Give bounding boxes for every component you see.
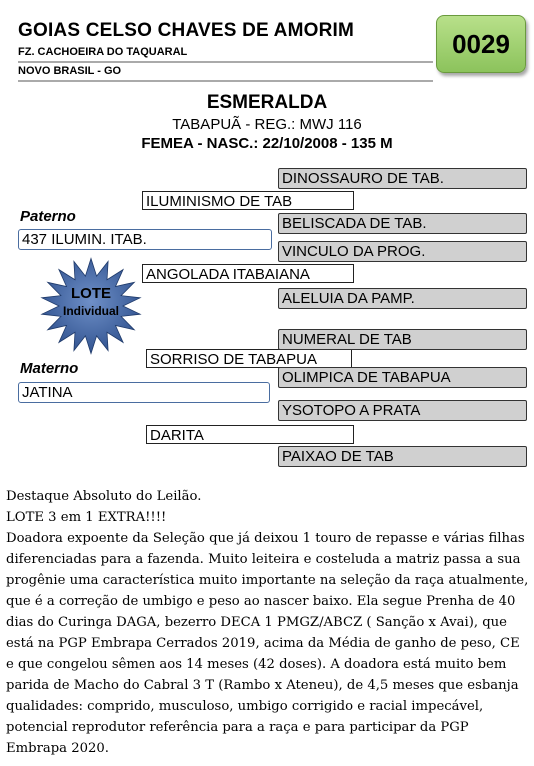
ggp-box-6: OLIMPICA DE TABAPUA (278, 367, 527, 388)
ggp-box-7: YSOTOPO A PRATA (278, 400, 527, 421)
sire-sire-box: ILUMINISMO DE TAB (142, 191, 354, 210)
ggp-box-3: VINCULO DA PROG. (278, 241, 527, 262)
divider-1 (18, 61, 433, 63)
lot-description (6, 486, 530, 759)
ggp-box-2: BELISCADA DE TAB. (278, 213, 527, 234)
dam-sire-box: SORRISO DE TABAPUA (146, 349, 352, 368)
ggp-box-4: ALELUIA DA PAMP. (278, 288, 527, 309)
divider-2 (18, 80, 433, 82)
description-line-1: Destaque Absoluto do Leilão. (6, 489, 202, 504)
description-paragraph: Doadora expoente da Seleção que já deixou 1 touro de repasse e várias filhas diferenciadas para a fazenda. Muito leiteira e costeluda a matriz passa a sua progênie uma característica muito importante na seleção da raça atualmente, que é a correção de umbigo e peso ao nascer baixo. Ela segue Prenha de 40 dias do Curinga DAGA, bezerro DECA 1 PMGZ/ABCZ ( Sanção x Avai), que está na PGP Embrapa Cerrados 2019, acima da Média de ganho de peso, CE e que congelou sêmen aos 14 meses (42 doses). A doadora está muito bem parida de Macho do Cabral 3 T (Rambo x Ateneu), de 4,5 meses que esbanja qualidades: comprido, musculoso, umbigo corrigido e racial impecável, potencial reprodutor referência para a raça e para participar da PGP Embrapa 2020. (6, 531, 529, 756)
animal-name: ESMERALDA (206, 92, 328, 113)
sire-dam-box: ANGOLADA ITABAIANA (142, 264, 354, 283)
description-line-2: LOTE 3 em 1 EXTRA!!!! (6, 510, 167, 525)
badge-line-1: LOTE (71, 285, 111, 302)
city-name: NOVO BRASIL - GO (18, 65, 122, 77)
paterno-label: Paterno (20, 208, 76, 225)
ggp-box-8: PAIXAO DE TAB (278, 446, 527, 467)
breed-registration: TABAPUÃ - REG.: MWJ 116 (172, 116, 362, 133)
sire-box: 437 ILUMIN. ITAB. (18, 229, 272, 250)
ggp-box-1: DINOSSAURO DE TAB. (278, 168, 527, 189)
ggp-box-5: NUMERAL DE TAB (278, 329, 527, 350)
badge-line-2: Individual (62, 304, 119, 318)
sex-birth-info: FEMEA - NASC.: 22/10/2008 - 135 M (141, 135, 393, 152)
materno-label: Materno (20, 360, 79, 377)
farm-name: FZ. CACHOEIRA DO TAQUARAL (18, 46, 188, 58)
lot-number-badge: 0029 (436, 15, 526, 73)
owner-name: GOIAS CELSO CHAVES DE AMORIM (18, 20, 355, 41)
lote-individual-badge (36, 256, 146, 356)
dam-dam-box: DARITA (146, 425, 354, 444)
dam-box: JATINA (18, 382, 270, 403)
